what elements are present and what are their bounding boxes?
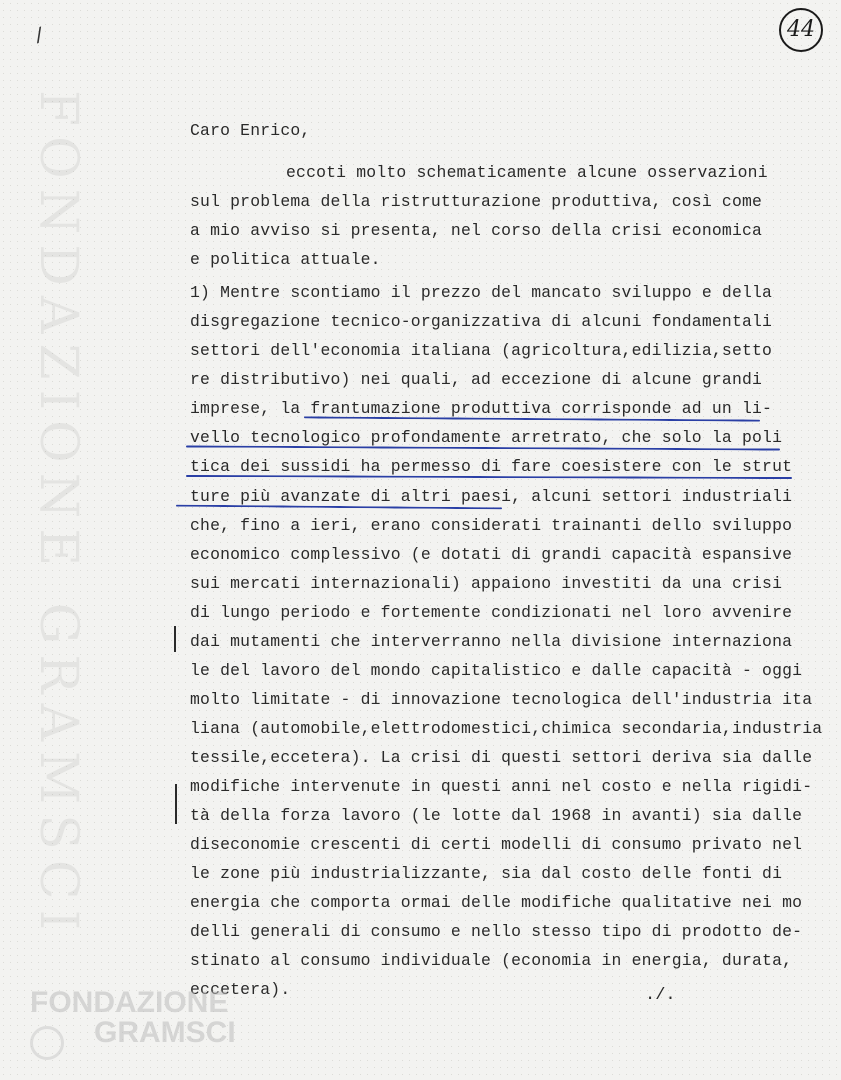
text-line: stinato al consumo individuale (economia in energia, durata, [190,951,793,970]
margin-mark [175,784,177,824]
watermark-line-2: GRAMSCI [94,1016,236,1049]
text-line: tica dei sussidi ha permesso di fare coesistere con le strut [190,457,793,476]
text-line: dai mutamenti che interverranno nella divisione internaziona [190,632,793,651]
text-line: modifiche intervenute in questi anni nel costo e nella rigidi- [190,777,813,796]
text-line: tessile,eccetera). La crisi di questi settori deriva sia dalle [190,748,813,767]
text-line: vello tecnologico profondamente arretrato, che solo la poli [190,428,783,447]
text-line: a mio avviso si presenta, nel corso della crisi economica [190,221,763,240]
text-line: energia che comporta ormai delle modifiche qualitative nei mo [190,893,803,912]
text-line: eccetera). [190,980,291,999]
text-line: disgregazione tecnico-organizzativa di alcuni fondamentali [190,312,773,331]
text-line: settori dell'economia italiana (agricoltura,edilizia,setto [190,341,773,360]
corner-pen-mark: / [30,24,50,51]
text-line: liana (automobile,elettrodomestici,chimica secondaria,industria [190,719,823,738]
text-line: imprese, la frantumazione produttiva corrisponde ad un li- [190,399,773,418]
text-line: re distributivo) nei quali, ad eccezione di alcune grandi [190,370,763,389]
continuation-mark: ./. [645,986,676,1005]
text-line: tà della forza lavoro (le lotte dal 1968 in avanti) sia dalle [190,806,803,825]
text-line: le del lavoro del mondo capitalistico e dalle capacità - oggi [190,661,803,680]
text-line: ture più avanzate di altri paesi, alcuni settori industriali [190,487,793,506]
text-line: economico complessivo (e dotati di grandi capacità espansive [190,545,793,564]
text-line: 1) Mentre scontiamo il prezzo del mancato sviluppo e della [190,283,773,302]
text-line: e politica attuale. [190,250,381,269]
text-line: diseconomie crescenti di certi modelli di consumo privato nel [190,835,803,854]
watermark-seal-icon [30,1026,64,1060]
text-line: delli generali di consumo e nello stesso tipo di prodotto de- [190,922,803,941]
salutation: Caro Enrico, [190,121,311,140]
text-line: sul problema della ristrutturazione produttiva, così come [190,192,763,211]
text-line: le zone più industrializzante, sia dal costo delle fonti di [190,864,783,883]
watermark-vertical-text: FONDAZIONE GRAMSCI [28,90,88,941]
page-number: 44 [779,8,823,52]
text-line: di lungo periodo e fortemente condizionati nel loro avvenire [190,603,793,622]
text-line: che, fino a ieri, erano considerati trainanti dello sviluppo [190,516,793,535]
text-line: molto limitate - di innovazione tecnologica dell'industria ita [190,690,813,709]
text-line: sui mercati internazionali) appaiono investiti da una crisi [190,574,783,593]
text-line: eccoti molto schematicamente alcune osservazioni [286,163,768,182]
watermark-line-1: FONDAZIONE [30,986,229,1019]
margin-mark [174,626,176,652]
